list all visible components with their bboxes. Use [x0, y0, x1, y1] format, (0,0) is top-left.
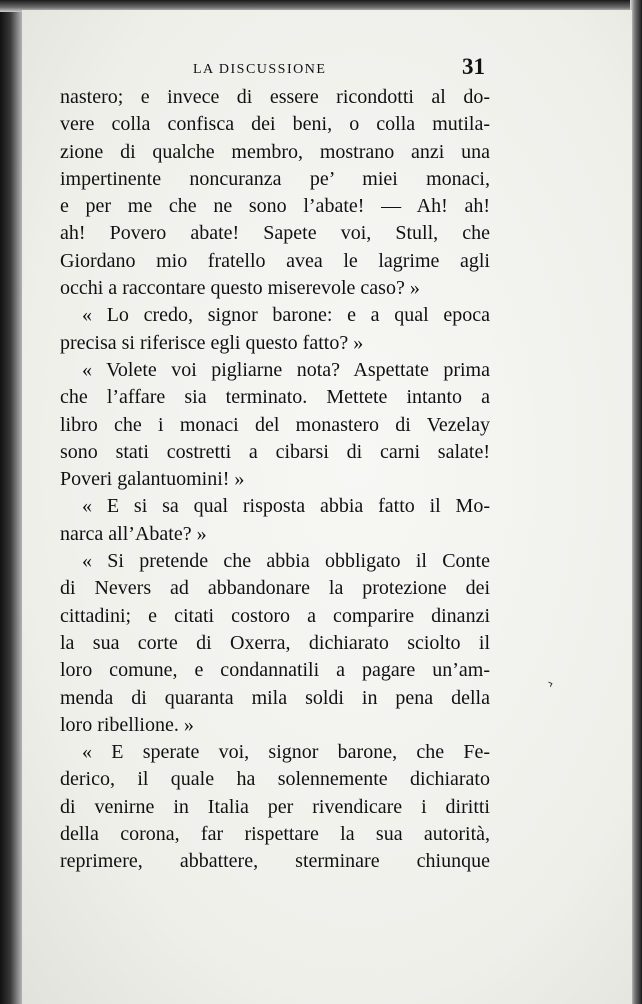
text-line: occhi a raccontare questo miserevole caso? » — [60, 277, 420, 300]
text-line: che l’affare sia terminato. Mettete intanto a — [60, 386, 490, 409]
text-line: « Si pretende che abbia obbligato il Conte — [82, 550, 490, 573]
text-line: sono stati costretti a cibarsi di carni salate! — [60, 440, 490, 463]
text-line: « E si sa qual risposta abbia fatto il Mo- — [82, 495, 490, 518]
text-line: di Nevers ad abbandonare la protezione dei — [60, 577, 490, 600]
text-line: narca all’Abate? » — [60, 522, 207, 545]
text-line: nastero; e invece di essere ricondotti al do- — [60, 86, 490, 108]
text-line: Poveri galantuomini! » — [60, 468, 245, 491]
text-line: « E sperate voi, signor barone, che Fe- — [82, 741, 490, 764]
text-line: reprimere, abbattere, sterminare chiunque — [60, 850, 490, 873]
text-line: cittadini; e citati costoro a comparire dinanzi — [60, 604, 490, 627]
text-line: impertinente noncuranza pe’ miei monaci, — [60, 167, 490, 190]
text-line: e per me che ne sono l’abate! — Ah! ah! — [60, 195, 490, 218]
text-line: « Lo credo, signor barone: e a qual epoca — [82, 304, 490, 327]
text-line: derico, il quale ha solennemente dichiarato — [60, 768, 490, 791]
text-line: « Volete voi pigliarne nota? Aspettate prima — [82, 358, 490, 381]
text-line: zione di qualche membro, mostrano anzi una — [60, 140, 490, 163]
text-line: la sua corte di Oxerra, dichiarato sciolto il — [60, 631, 490, 654]
text-line: libro che i monaci del monastero di Vezelay — [60, 413, 490, 436]
text-line: loro comune, e condannatili a pagare un’am- — [60, 659, 490, 682]
margin-mark: › — [545, 675, 557, 693]
text-line: Giordano mio fratello avea le lagrime agli — [60, 249, 490, 272]
text-line: vere colla confisca dei beni, o colla mutila- — [60, 113, 490, 136]
text-line: menda di quaranta mila soldi in pena della — [60, 686, 490, 709]
text-line: di venirne in Italia per rivendicare i diritti — [60, 795, 490, 818]
page-header — [185, 52, 485, 80]
page-number: 31 — [462, 54, 485, 79]
body-text — [60, 84, 490, 876]
text-line: loro ribellione. » — [60, 713, 194, 736]
running-title: LA DISCUSSIONE — [193, 62, 327, 77]
text-line: della corona, far rispettare la sua autorità, — [60, 823, 490, 846]
text-line: precisa si riferisce egli questo fatto? » — [60, 331, 364, 354]
text-line: ah! Povero abate! Sapete voi, Stull, che — [60, 222, 490, 245]
